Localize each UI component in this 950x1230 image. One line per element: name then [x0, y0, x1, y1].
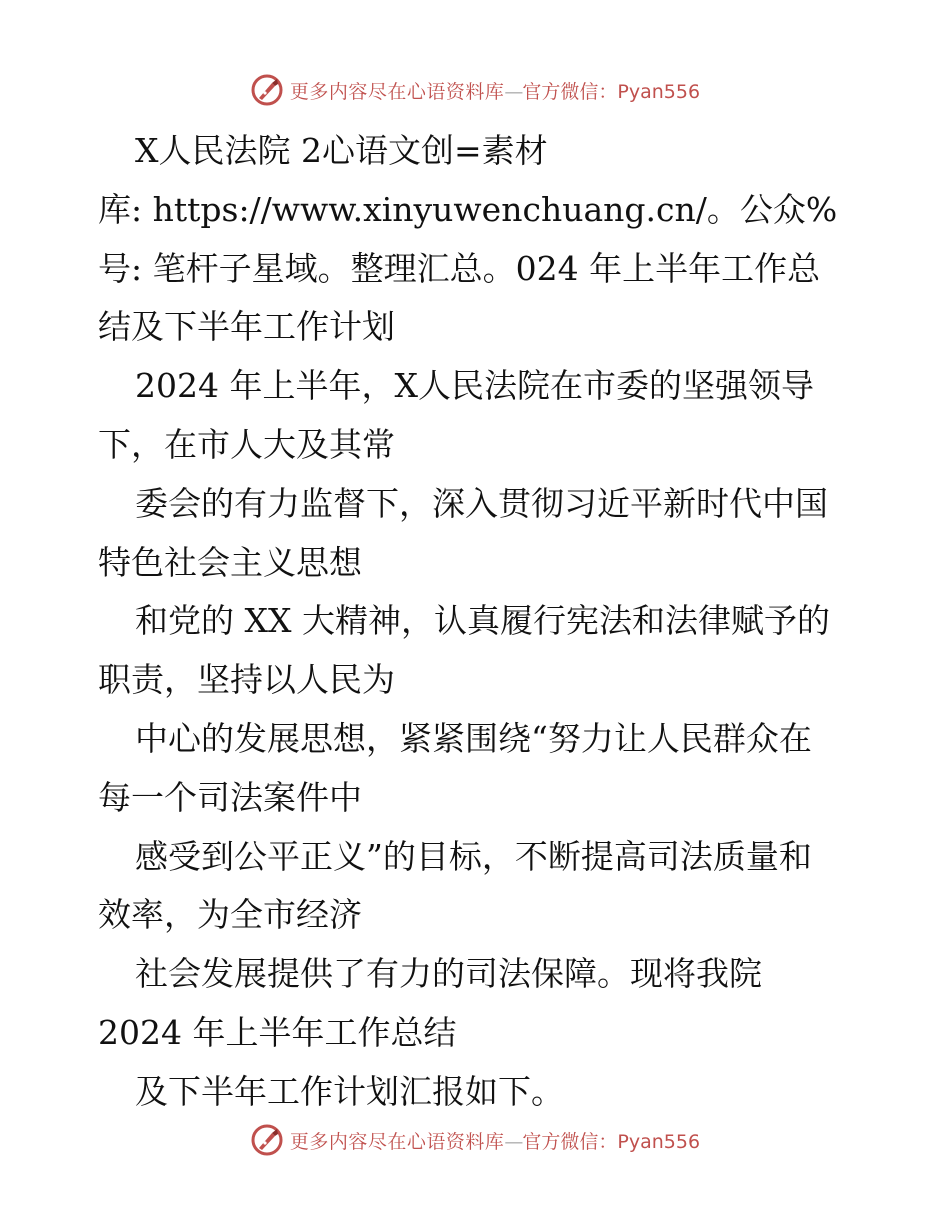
text-line: 号: 笔杆子星域。整理汇总。024 年上半年工作总: [98, 248, 821, 288]
text-line: 2024 年上半年工作总结: [98, 1012, 457, 1052]
text-line: 感受到公平正义”的目标，不断提高司法质量和: [135, 836, 812, 876]
pen-nib-logo-icon: [250, 1123, 284, 1157]
text-line: 特色社会主义思想: [98, 542, 362, 582]
watermark-header: [0, 70, 950, 110]
text-line: 社会发展提供了有力的司法保障。现将我院: [135, 954, 762, 994]
text-line: 每一个司法案件中: [98, 777, 362, 817]
text-line: 及下半年工作计划汇报如下。: [135, 1071, 564, 1111]
pen-nib-logo-icon: [250, 73, 284, 107]
text-line: 2024 年上半年，X人民法院在市委的坚强领导: [135, 366, 814, 406]
watermark-footer: [0, 1120, 950, 1160]
text-line: 和党的 XX 大精神，认真履行宪法和法律赋予的: [135, 601, 830, 641]
watermark-contact: 官方微信：Pyan556: [522, 80, 701, 103]
text-line: 中心的发展思想，紧紧围绕“努力让人民群众在: [135, 718, 812, 758]
text-line: 下，在市人大及其常: [98, 424, 395, 464]
watermark-brand: 更多内容尽在心语资料库: [289, 80, 505, 103]
watermark-contact: 官方微信：Pyan556: [522, 1130, 701, 1153]
text-line: 结及下半年工作计划: [98, 307, 395, 347]
watermark-brand: 更多内容尽在心语资料库: [289, 1130, 505, 1153]
document-body: [98, 122, 858, 1122]
watermark-separator: —: [504, 1130, 523, 1153]
text-line: 委会的有力监督下，深入贯彻习近平新时代中国: [135, 483, 828, 523]
text-line: 效率，为全市经济: [98, 895, 362, 935]
text-line: 职责，坚持以人民为: [98, 660, 395, 700]
text-line: X人民法院 2心语文创=素材: [135, 131, 548, 170]
text-line: 库: https://www.xinyuwenchuang.cn/。公众%: [98, 189, 838, 229]
watermark-separator: —: [504, 80, 523, 103]
